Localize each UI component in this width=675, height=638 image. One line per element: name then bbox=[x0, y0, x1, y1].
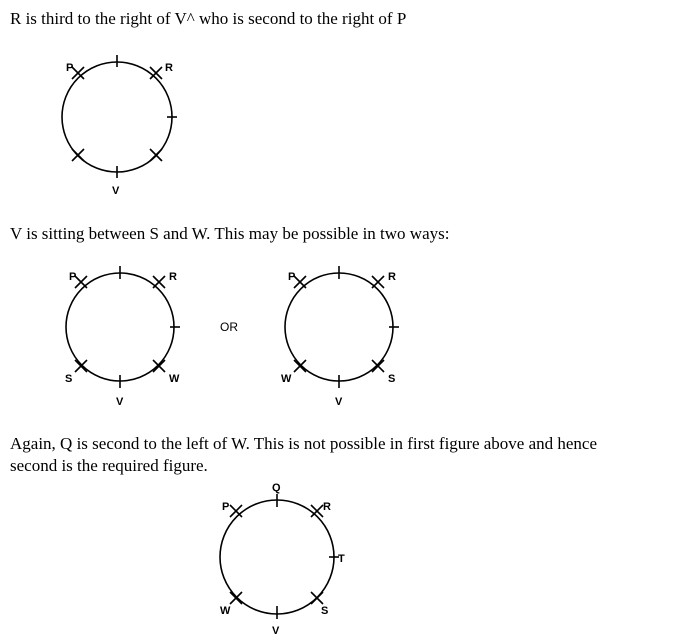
seat-label-w: W bbox=[169, 373, 180, 385]
seat-label-r: R bbox=[388, 271, 396, 283]
circle-figure-3 bbox=[220, 494, 339, 619]
seat-label-v: V bbox=[112, 185, 120, 197]
seat-mark-w bbox=[294, 360, 306, 372]
seat-label-s: S bbox=[388, 373, 396, 385]
seat-mark-s bbox=[372, 360, 384, 372]
circle-figure-2b bbox=[285, 266, 399, 388]
seat-label-p: P bbox=[222, 501, 230, 513]
seat-label-v: V bbox=[272, 625, 280, 637]
seat-label-r: R bbox=[165, 62, 173, 74]
seat-label-r: R bbox=[323, 501, 331, 513]
circle-figure-1 bbox=[62, 55, 177, 178]
statement-2: V is sitting between S and W. This may be possible in two ways: bbox=[10, 224, 450, 243]
seat-mark-s bbox=[75, 360, 87, 372]
seat-label-r: R bbox=[169, 271, 177, 283]
seat-mark-p bbox=[230, 505, 242, 517]
seat-label-w: W bbox=[220, 605, 231, 617]
statement-3-line-2: second is the required figure. bbox=[10, 456, 208, 475]
seat-mark-lower-left bbox=[72, 149, 84, 161]
seat-mark-r bbox=[153, 276, 165, 288]
seat-mark-s bbox=[311, 592, 323, 604]
statement-1: R is third to the right of V^ who is second to the right of P bbox=[10, 9, 407, 28]
or-separator: OR bbox=[220, 320, 238, 334]
seat-mark-r bbox=[311, 505, 323, 517]
seat-label-p: P bbox=[66, 62, 74, 74]
seat-mark-p bbox=[75, 276, 87, 288]
seat-mark-r bbox=[372, 276, 384, 288]
seat-mark-p bbox=[294, 276, 306, 288]
seat-label-p: P bbox=[69, 271, 77, 283]
seat-mark-w bbox=[153, 360, 165, 372]
seat-label-q: Q bbox=[272, 482, 281, 494]
seat-label-p: P bbox=[288, 271, 296, 283]
circle-figure-2a bbox=[66, 266, 180, 388]
seat-label-s: S bbox=[65, 373, 73, 385]
statement-3-line-1: Again, Q is second to the left of W. This is not possible in first figure above and hence bbox=[10, 434, 598, 453]
seat-mark-w bbox=[230, 592, 242, 604]
seat-label-s: S bbox=[321, 605, 329, 617]
seat-label-v: V bbox=[335, 396, 343, 408]
seat-label-t: T bbox=[338, 553, 345, 565]
seat-label-v: V bbox=[116, 396, 124, 408]
seat-mark-lower-right bbox=[150, 149, 162, 161]
seat-label-w: W bbox=[281, 373, 292, 385]
